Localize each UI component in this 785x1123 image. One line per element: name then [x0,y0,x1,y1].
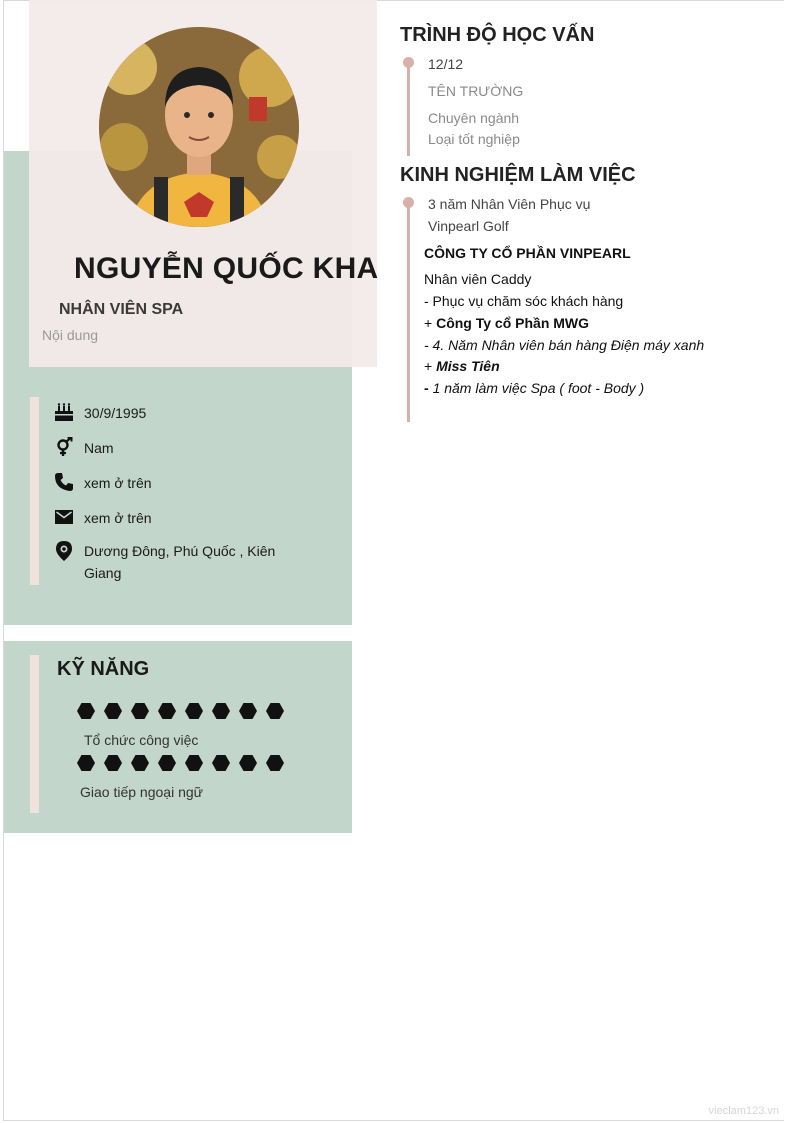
candidate-name: NGUYỄN QUỐC KHA [74,252,379,285]
contact-address [54,540,284,584]
skills-accent-bar [30,655,39,813]
experience-line-5-company: Miss Tiên [436,358,500,374]
experience-timeline-line [407,200,410,422]
intro-text: Nội dung [42,327,99,343]
experience-line-6-text: 1 năm làm việc Spa ( foot - Body ) [432,380,645,396]
skill-hexagon [104,754,122,772]
skill-name-2: Giao tiếp ngoại ngữ [80,784,204,800]
education-period: 12/12 [428,56,464,72]
skill-hexagon [239,754,257,772]
skill-hexagon [266,754,284,772]
birthday-value: 30/9/1995 [84,405,147,421]
skill-hexagon [131,754,149,772]
experience-line-2: - Phục vụ chăm sóc khách hàng [424,293,624,309]
skill-hexagon [185,754,203,772]
job-position: NHÂN VIÊN SPA [59,301,184,318]
skill-hexagon [77,754,95,772]
cake-icon [54,402,74,422]
experience-company: CÔNG TY CỔ PHẦN VINPEARL [424,245,631,261]
experience-line-5 [424,358,500,374]
watermark: vieclam123.vn [708,1105,779,1117]
gender-value: Nam [84,440,114,456]
contact-gender [54,437,284,459]
education-major: Chuyên ngành [428,110,520,126]
experience-line-3-prefix: + [424,315,437,331]
experience-title: KINH NGHIỆM LÀM VIỆC [400,164,636,186]
skill-hexagon [212,754,230,772]
contact-accent-bar [30,397,39,585]
avatar [99,27,299,227]
experience-line-1: Nhân viên Caddy [424,271,532,287]
email-value: xem ở trên [84,510,152,526]
skill-hexagon [212,702,230,720]
phone-icon [54,472,74,492]
skill-hexagon [239,702,257,720]
contact-phone [54,472,284,494]
education-grade: Loại tốt nghiệp [428,131,520,147]
experience-line-3-company: Công Ty cổ Phần MWG [436,315,590,331]
experience-line-6-prefix: - [424,380,433,396]
experience-line-6 [424,380,644,396]
address-value: Dương Đông, Phú Quốc , Kiên Giang [84,543,276,581]
skill-hexagon [158,702,176,720]
experience-place: Vinpearl Golf [428,218,509,234]
education-timeline-line [407,60,410,156]
skills-title: KỸ NĂNG [57,658,150,680]
experience-timeline-dot [403,197,414,208]
skill-name-1: Tổ chức công việc [84,732,199,748]
phone-value: xem ở trên [84,475,152,491]
skill-hexagon [104,702,122,720]
education-timeline-dot [403,57,414,68]
contact-email [54,507,284,529]
education-school: TÊN TRƯỜNG [428,83,524,99]
skill-hexagon [185,702,203,720]
gender-icon [54,437,74,457]
contact-birthday [54,402,284,424]
education-title: TRÌNH ĐỘ HỌC VẤN [400,24,595,46]
location-pin-icon [54,540,74,560]
experience-line-4: - 4. Năm Nhân viên bán hàng Điện máy xanh [424,337,705,353]
experience-period: 3 năm Nhân Viên Phục vụ [428,196,591,212]
experience-line-5-prefix: + [424,358,437,374]
experience-line-3 [424,315,589,331]
skill-hexagon [158,754,176,772]
skill-hexagon [131,702,149,720]
skill-hexagon [266,702,284,720]
email-icon [54,507,74,527]
skill-hexagon [77,702,95,720]
